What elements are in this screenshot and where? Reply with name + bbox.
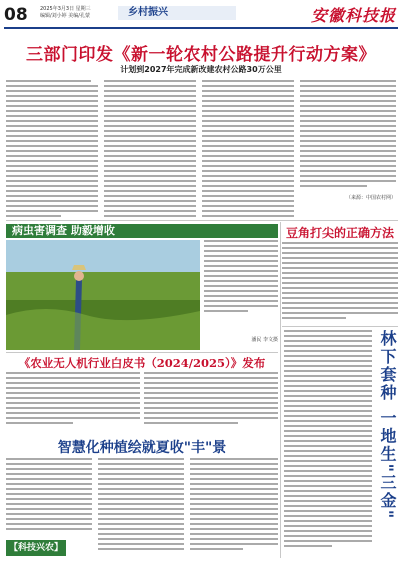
lead-column-2 <box>104 80 196 220</box>
text-lines <box>6 458 92 530</box>
header-rule <box>4 27 398 29</box>
editor-line: 编辑/刘小婷 美编/孔蒙 <box>40 13 90 19</box>
page-number: 08 <box>4 5 28 25</box>
divider <box>6 220 398 221</box>
lead-column-3 <box>202 80 294 220</box>
text-lines <box>204 240 278 312</box>
photo-credit: 潘民 李文摄 <box>251 337 278 343</box>
text-lines <box>300 80 396 187</box>
text-lines <box>282 242 398 319</box>
beans-headline: 豆角打尖的正确方法 <box>285 226 394 240</box>
text-lines <box>104 80 196 217</box>
report-body-left <box>6 372 140 432</box>
wisdom-column-2 <box>98 458 184 556</box>
report-headline: 《农业无人机行业白皮书（2024/2025）》发布 <box>18 356 266 370</box>
beans-body <box>282 242 398 322</box>
wisdom-headline: 智慧化种植绘就夏收"丰"景 <box>57 440 227 456</box>
lead-column-1 <box>6 80 98 220</box>
text-lines <box>190 458 278 550</box>
rice-field-photo <box>6 240 200 350</box>
rice-field-illustration <box>6 240 200 350</box>
date-line: 2025年3月3日 星期三 <box>40 6 91 12</box>
lead-column-4 <box>300 80 396 220</box>
text-lines <box>284 330 372 547</box>
feature-band <box>6 224 278 238</box>
side-article-body <box>284 330 372 558</box>
side-headline: 林下套种 一地生"三金" <box>378 330 397 521</box>
section-label: 乡村振兴 <box>118 6 236 20</box>
section-tag: 【科技兴农】 <box>6 540 66 556</box>
side-article-header <box>376 330 398 560</box>
feature-band-title: 病虫害调查 助毅增收 <box>12 224 115 237</box>
masthead: 安徽科技报 <box>310 6 396 25</box>
text-lines <box>6 80 98 217</box>
photo-caption <box>204 240 278 350</box>
page-header <box>0 0 402 30</box>
wisdom-column-1 <box>6 458 92 536</box>
text-lines <box>6 372 140 424</box>
wisdom-column-3 <box>190 458 278 556</box>
divider <box>6 352 278 353</box>
lead-headline: 三部门印发《新一轮农村公路提升行动方案》 <box>26 45 376 65</box>
date-info <box>40 6 102 20</box>
divider <box>282 326 398 327</box>
lead-byline: （来源：中国农村网） <box>345 195 396 201</box>
text-lines <box>144 372 278 424</box>
beans-article-header <box>282 224 398 238</box>
lead-subheadline: 计划到2027年完成新改建农村公路30万公里 <box>120 65 282 74</box>
text-lines <box>202 80 294 217</box>
column-divider <box>280 222 281 558</box>
text-lines <box>98 458 184 550</box>
report-body-right <box>144 372 278 432</box>
